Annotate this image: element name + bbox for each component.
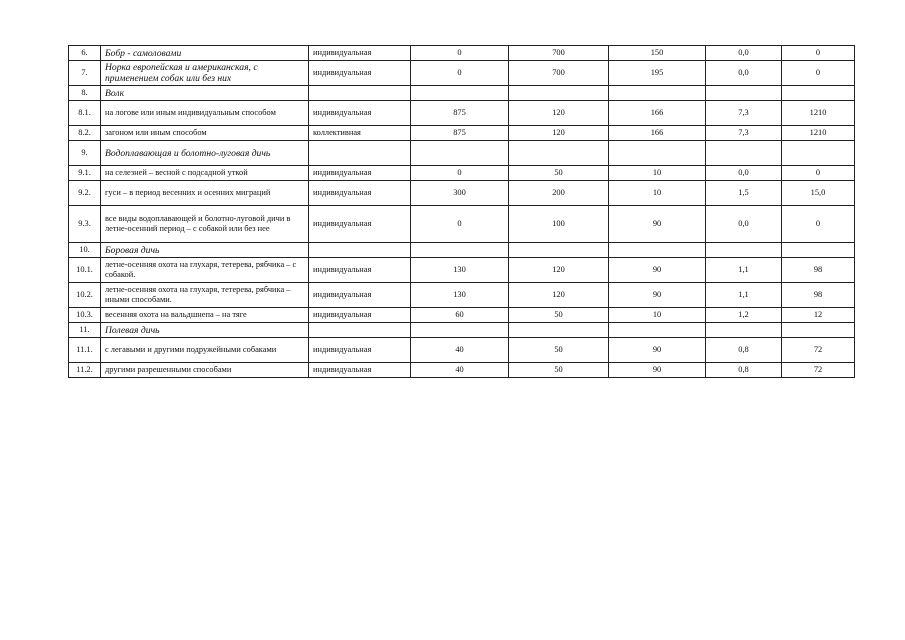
value-cell-3: 195 [609,61,706,86]
table-row [69,283,855,308]
value-cell-4: 0,0 [706,46,782,61]
hunt-type-cell: индивидуальная [309,181,411,206]
value-cell-1: 875 [411,101,509,126]
value-cell-3: 90 [609,206,706,243]
value-cell-3: 90 [609,363,706,378]
value-cell-3: 10 [609,166,706,181]
row-number-cell: 8.2. [69,126,101,141]
table-row [69,308,855,323]
value-cell-2: 120 [509,283,609,308]
row-number-cell: 9. [69,141,101,166]
row-number-cell: 9.2. [69,181,101,206]
value-cell-1 [411,141,509,166]
value-cell-4: 1,5 [706,181,782,206]
game-name-cell: другими разрешенными способами [101,363,309,378]
value-cell-3: 166 [609,101,706,126]
value-cell-3 [609,141,706,166]
game-name-cell: Водоплавающая и болотно-луговая дичь [101,141,309,166]
value-cell-2: 120 [509,258,609,283]
value-cell-2 [509,141,609,166]
hunt-type-cell: индивидуальная [309,166,411,181]
value-cell-5: 12 [782,308,855,323]
value-cell-1 [411,86,509,101]
value-cell-5: 0 [782,61,855,86]
value-cell-4: 1,2 [706,308,782,323]
value-cell-4: 1,1 [706,258,782,283]
hunt-type-cell: индивидуальная [309,363,411,378]
value-cell-5: 1210 [782,101,855,126]
value-cell-4: 0,8 [706,363,782,378]
row-number-cell: 10. [69,243,101,258]
row-number-cell: 11.1. [69,338,101,363]
value-cell-1: 0 [411,206,509,243]
value-cell-5: 0 [782,46,855,61]
hunt-type-cell: индивидуальная [309,101,411,126]
value-cell-4 [706,323,782,338]
value-cell-3: 166 [609,126,706,141]
table-row [69,363,855,378]
table-row [69,206,855,243]
value-cell-2: 120 [509,126,609,141]
row-number-cell: 10.1. [69,258,101,283]
hunt-type-cell: индивидуальная [309,61,411,86]
value-cell-2: 50 [509,363,609,378]
value-cell-4: 0,0 [706,61,782,86]
value-cell-1: 60 [411,308,509,323]
game-name-cell: загоном или иным способом [101,126,309,141]
value-cell-4: 0,0 [706,206,782,243]
game-name-cell: весенняя охота на вальдшнепа – на тяге [101,308,309,323]
value-cell-3: 90 [609,283,706,308]
value-cell-2: 50 [509,166,609,181]
row-number-cell: 9.3. [69,206,101,243]
value-cell-4: 0,0 [706,166,782,181]
value-cell-4: 1,1 [706,283,782,308]
value-cell-3 [609,86,706,101]
value-cell-2: 50 [509,338,609,363]
value-cell-1: 40 [411,338,509,363]
value-cell-2 [509,243,609,258]
value-cell-5 [782,86,855,101]
hunt-type-cell: индивидуальная [309,206,411,243]
hunt-type-cell: индивидуальная [309,46,411,61]
value-cell-3: 90 [609,338,706,363]
value-cell-5: 72 [782,363,855,378]
game-name-cell: на логове или иным индивидуальным способом [101,101,309,126]
hunt-type-cell: индивидуальная [309,258,411,283]
value-cell-3: 90 [609,258,706,283]
value-cell-5 [782,323,855,338]
table-row [69,243,855,258]
table-row [69,181,855,206]
value-cell-3: 10 [609,181,706,206]
value-cell-5 [782,243,855,258]
value-cell-1: 300 [411,181,509,206]
row-number-cell: 7. [69,61,101,86]
value-cell-2: 700 [509,46,609,61]
value-cell-1: 130 [411,283,509,308]
table-row [69,46,855,61]
value-cell-5: 98 [782,258,855,283]
value-cell-4: 7,3 [706,126,782,141]
game-name-cell: Боровая дичь [101,243,309,258]
value-cell-2: 100 [509,206,609,243]
document-page [68,45,855,378]
row-number-cell: 11.2. [69,363,101,378]
value-cell-1: 0 [411,61,509,86]
value-cell-3 [609,323,706,338]
row-number-cell: 11. [69,323,101,338]
value-cell-1 [411,243,509,258]
table-row [69,61,855,86]
table-row [69,258,855,283]
value-cell-4 [706,86,782,101]
table-row [69,166,855,181]
game-name-cell: Бобр - самоловами [101,46,309,61]
value-cell-1: 875 [411,126,509,141]
value-cell-2: 50 [509,308,609,323]
game-name-cell: летне-осенняя охота на глухаря, тетерева, рябчика – с собакой. [101,258,309,283]
value-cell-2 [509,323,609,338]
value-cell-5: 1210 [782,126,855,141]
hunt-type-cell: индивидуальная [309,338,411,363]
value-cell-1: 40 [411,363,509,378]
value-cell-3: 10 [609,308,706,323]
table-row [69,323,855,338]
value-cell-2: 700 [509,61,609,86]
value-cell-4 [706,243,782,258]
game-name-cell: гуси – в период весенних и осенних миграций [101,181,309,206]
row-number-cell: 6. [69,46,101,61]
value-cell-2: 200 [509,181,609,206]
row-number-cell: 8.1. [69,101,101,126]
game-name-cell: летне-осенняя охота на глухаря, тетерева, рябчика – иными способами. [101,283,309,308]
value-cell-5: 72 [782,338,855,363]
value-cell-5: 15,0 [782,181,855,206]
table-row [69,86,855,101]
hunt-type-cell: индивидуальная [309,283,411,308]
game-name-cell: все виды водоплавающей и болотно-луговой дичи в летне-осенний период – с собакой или без нее [101,206,309,243]
hunt-type-cell [309,141,411,166]
value-cell-1: 130 [411,258,509,283]
value-cell-1: 0 [411,166,509,181]
value-cell-2 [509,86,609,101]
value-cell-5: 98 [782,283,855,308]
value-cell-5 [782,141,855,166]
hunt-type-cell [309,86,411,101]
value-cell-3 [609,243,706,258]
row-number-cell: 8. [69,86,101,101]
hunt-type-cell [309,243,411,258]
row-number-cell: 9.1. [69,166,101,181]
value-cell-2: 120 [509,101,609,126]
hunt-type-cell [309,323,411,338]
hunting-rates-table [68,45,855,378]
game-name-cell: на селезней – весной с подсадной уткой [101,166,309,181]
row-number-cell: 10.2. [69,283,101,308]
row-number-cell: 10.3. [69,308,101,323]
value-cell-1 [411,323,509,338]
table-row [69,338,855,363]
table-row [69,141,855,166]
value-cell-3: 150 [609,46,706,61]
table-body [69,46,855,378]
table-row [69,126,855,141]
value-cell-4 [706,141,782,166]
hunt-type-cell: индивидуальная [309,308,411,323]
value-cell-1: 0 [411,46,509,61]
game-name-cell: Полевая дичь [101,323,309,338]
hunt-type-cell: коллективная [309,126,411,141]
value-cell-5: 0 [782,206,855,243]
game-name-cell: с легавыми и другими подружейными собаками [101,338,309,363]
value-cell-4: 7,3 [706,101,782,126]
value-cell-4: 0,8 [706,338,782,363]
value-cell-5: 0 [782,166,855,181]
game-name-cell: Норка европейская и американская, с применением собак или без них [101,61,309,86]
game-name-cell: Волк [101,86,309,101]
table-row [69,101,855,126]
